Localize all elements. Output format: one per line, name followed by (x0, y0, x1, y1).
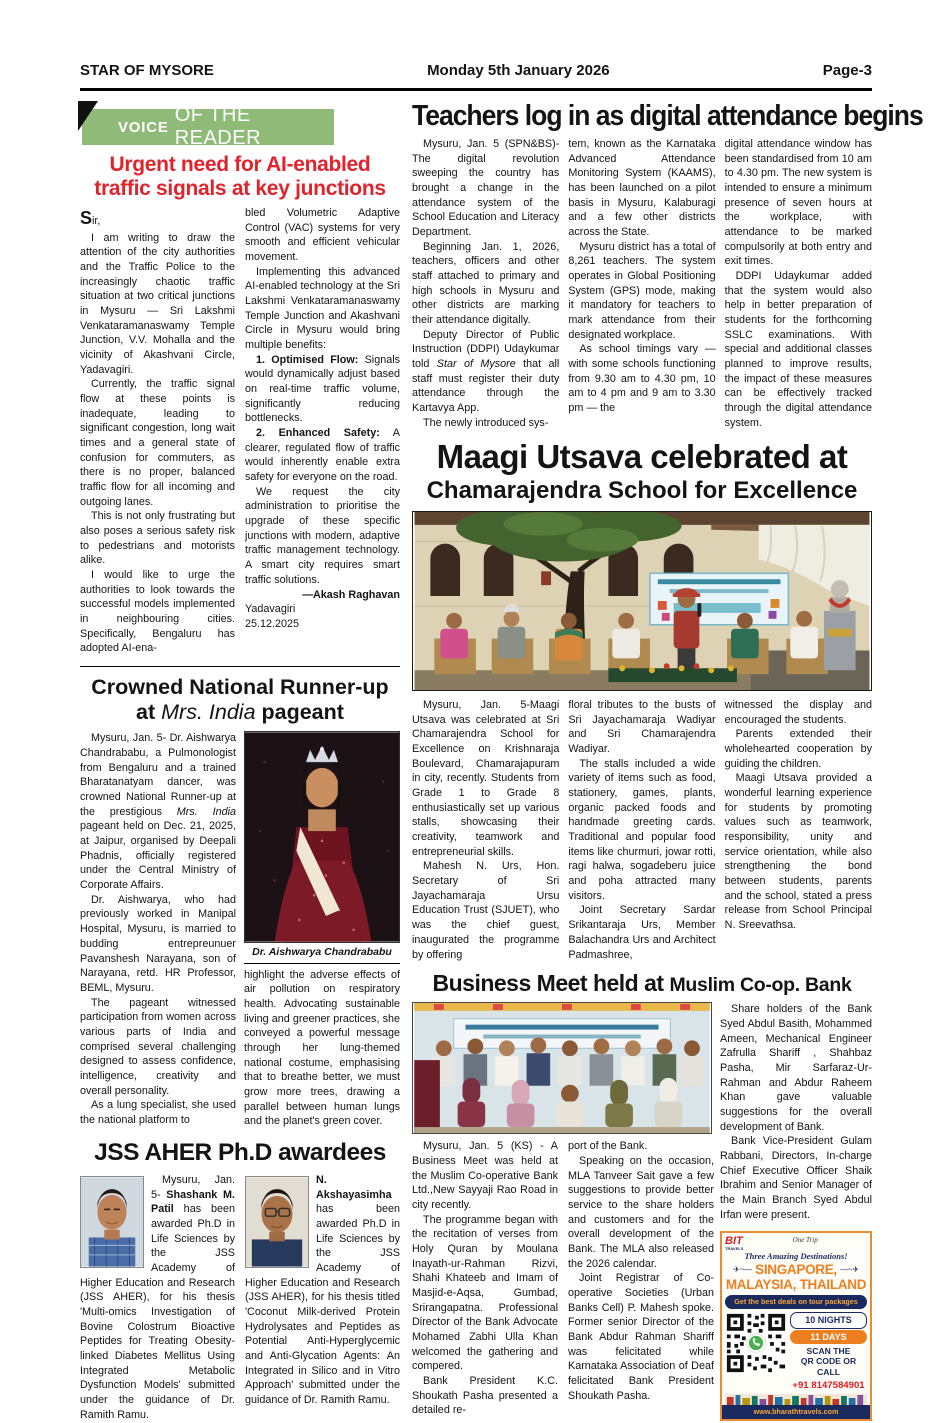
letter-col-2 (245, 206, 400, 656)
jss-awardee-photo-1 (80, 1176, 144, 1268)
paragraph: Deputy Director of Public Instruction (DDPI) Udaykumar told Star of Mysore that all staff must register their duty attendance through the Kartavya App. (412, 328, 560, 415)
paragraph: floral tributes to the busts of Sri Jayachamaraja Wadiyar and Sri Chamarajendra Wadiyar. (568, 699, 716, 756)
paragraph: Dr. Aishwarya, who had previously worked in Manipal Hospital, Mysuru, is married to budding entrepreunuer Pavanshesh Narayana, son of Narayana, retd. HR Professor, BEML, Mysuru. (80, 893, 236, 994)
pageant-photo (244, 731, 400, 943)
business-article (412, 1002, 872, 1421)
letter-col-1 (80, 206, 235, 656)
whatsapp-icon (749, 1336, 763, 1350)
teachers-col-3 (725, 137, 872, 430)
jss-article (80, 1173, 400, 1422)
paragraph: Currently, the traffic signal flow at these points is inadequate, leading to significant congestion, long wait times and a general state of confusion for commuters, as there is no proper, balanced traffic flow for all incoming and outgoing lanes. (80, 378, 235, 508)
ad-destination-2: MALAYSIA, THAILAND (725, 1276, 867, 1292)
paragraph: Parents extended their wholehearted cooperation by guiding the children. (724, 728, 872, 770)
paragraph: Mysuru district has a total of 8,261 teachers. The system operates in Global Positioning System (GPS) mode, making it mandatory for teachers to mark attendance from their designated workplace. (568, 240, 716, 341)
banner-label-rest: OF THE READER (174, 104, 262, 149)
paragraph: Bank President K.C. Shoukath Pasha presented a detailed re- (412, 1374, 558, 1417)
pageant-col-1 (80, 731, 236, 1129)
left-column (80, 99, 400, 1423)
letter-place: Yadavagiri (245, 603, 296, 616)
teachers-headline: Teachers log in as digital attendance begins (412, 99, 923, 132)
right-column (412, 99, 923, 1423)
pageant-col-2 (244, 731, 400, 1129)
paragraph: Mysuru, Jan. 5 (SPN&BS)- The digital revolution sweeping the country has brought a change in the attendance system of the School Education and Literacy Department. (412, 138, 560, 239)
jss-awardee-photo-2 (245, 1176, 309, 1268)
letter-headline: Urgent need for AI-enabled traffic signals at key junctions (94, 153, 386, 200)
paragraph: The newly introduced sys- (423, 416, 549, 429)
teachers-article (412, 137, 872, 430)
masthead (80, 62, 872, 91)
paragraph: Joint Registrar of Co-operative Societies (Urban Banks Cell) P. Mahesh spoke. Former senior Director of the Bank Abdur Rahman Shariff was felicitated while Karnataka Association of Deaf felicitated Bank President Shoukath Pasha. (568, 1272, 714, 1402)
paragraph: DDPI Udaykumar added that the system would also help in better preparation of students for the forthcoming SSLC examinations. With special and additional classes planned to improve results, the impact of these measures can be effectively tracked through the digital attendance system. (724, 270, 872, 429)
pageant-headline: Crowned National Runner-up at Mrs. India pageant (91, 674, 389, 724)
voice-of-reader-banner (82, 104, 334, 149)
maagi-col-3 (725, 698, 872, 962)
business-left (412, 1002, 712, 1421)
paragraph: The programme began with the recitation of verses from Holy Quran by Moulana Inayath-ur-Rahman Rizvi, Shahi Khateeb and Imam of Masjid-e-Aqsa, Gumbad, Srirangapatna. Professional Director of the Bank Advocate Mohamed Zabhi Ulla Khan welcomed the gathering and compered. (412, 1213, 558, 1373)
corner-flag-icon (78, 101, 98, 131)
teachers-col-2 (568, 137, 715, 430)
banner-label: VOICE (118, 118, 169, 136)
teachers-col-1 (412, 137, 559, 430)
ad-days-badge: 11 DAYS (790, 1330, 867, 1344)
ad-trip-label: One Trip (792, 1236, 818, 1245)
paragraph: Mysuru, Jan. 5-Maagi Utsava was celebrated at Sri Chamarajendra School for Excellence on Krishnaraja Boulevard, Chamarajapuram in city, recently. Students from Grade 1 to Grade 8 enthusiastically set up various stalls, showcasing their creativity, teamwork and entrepreneurial skills. (412, 699, 560, 858)
maagi-col-1 (412, 698, 559, 962)
advertiser-logo: BIT TRAVELS (725, 1235, 744, 1252)
city-skyline-icon (725, 1394, 867, 1405)
ad-website[interactable]: www.bharathtravels.com (722, 1405, 870, 1419)
section-divider (80, 666, 400, 667)
paragraph: tem, known as the Karnataka Advanced Attendance Monitoring System (KAAMS), has been launched on a pilot basis in Mysuru, Kalaburagi and a few other districts across the State. (568, 138, 716, 239)
paper-title: STAR OF MYSORE (80, 62, 214, 79)
travel-advertisement[interactable] (720, 1231, 872, 1421)
paragraph: As school timings vary — with some schools functioning from 9.30 am to 4.30 pm, 10 am to 4 pm and 9 am to 3.30 pm — the (568, 343, 716, 415)
business-col-2 (568, 1139, 714, 1418)
jss-col-1 (80, 1173, 235, 1422)
business-right (720, 1002, 872, 1421)
paragraph: The pageant witnessed participation from women across various parts of India and comprised several challenging designed to assess confidence, intelligence, creativity and overall personality. (80, 996, 236, 1097)
paragraph: Mysuru, Jan. 5- Dr. Aishwarya Chandrababu, a Pulmonologist from Bengaluru and a trained Bharatanatyam dancer, was crowned National Runner-up at the prestigious Mrs. India pageant held on Dec. 21, 2025, at Jaipur, organised by Deepali Phadnis, officially registered under the Central Ministry of Corporate Affairs. (80, 732, 236, 892)
paragraph: Maagi Utsava provided a wonderful learning experience for students by promoting values such as teamwork, responsibility, unity and service orientation, while also strengthening the bond between students, parents and the school, stated a press release from School Principal N. Sreevathsa. (724, 772, 872, 932)
paragraph: witnessed the display and encouraged the students. (724, 699, 872, 726)
paragraph: digital attendance window has been standardised from 10 am to 4.30 pm. The new system is intended to ensure a minimum presence of seven hours at the workplace, with attendance to be marked compulsorily at both entry and exit times. (724, 138, 872, 268)
paragraph: Beginning Jan. 1, 2026, teachers, officers and other staff attached to primary and high schools in Mysuru and other districts are marking their attendance digitally. (412, 240, 560, 327)
ad-nights-badge: 10 NIGHTS (790, 1312, 867, 1328)
ad-tagline: Three Amazing Destinations! (744, 1251, 848, 1262)
paragraph: Mysuru, Jan. 5- Shashank M. Patil has been awarded Ph.D in Life Sciences by the JSS Academy of Higher Education and Research (JSS AHER), for his thesis 'Multi-omics Investigation of Bovine Colostrum Bioactive Peptides for Treating Obesity-linked Diabetes Mellitus Using Integrated Metabolic Dysfunction Models' submitted under the guidance of Dr. Ramith Ramu. (80, 1174, 235, 1421)
paragraph: bled Volumetric Adaptive Control (VAC) systems for very smooth and efficient vehicular movement. (245, 207, 400, 264)
paragraph: 1. Optimised Flow: Signals would dynamically adjust based on real-time traffic volume, significantly reducing bottlenecks. (245, 353, 400, 425)
pageant-article (80, 731, 400, 1129)
maagi-utsava-photo (412, 511, 872, 691)
paragraph: We request the city administration to prioritise the upgrade of these specific junctions with modern, adaptive traffic management technology. A smart city requires smart traffic solutions. (245, 485, 400, 586)
maagi-headline-2: Chamarajendra School for Excellence (426, 477, 858, 505)
jss-col-2 (245, 1173, 400, 1422)
paragraph: I am writing to draw the attention of the city authorities and the Traffic Police to the increasingly chaotic traffic situation at two critical junctions in Mysuru — Sri Lakshmi Venkataramanaswamy Temple Junction, V.V. Mohalla and the vicinity of Akashvani Circle, Yadavagiri. (80, 231, 235, 376)
paragraph: The stalls included a wide variety of items such as food, stationery, games, plants, organic packed foods and handmade greeting cards. Traditional and popular food items like churmuri, jowar rotti, ragi halwa, sogadeberu juice and poha attracted many visitors. (568, 757, 716, 902)
issue-date: Monday 5th January 2026 (427, 62, 610, 79)
paragraph: Mysuru, Jan. 5 (KS) - A Business Meet was held at the Muslim Co-operative Bank Ltd.,New Sayyaji Rao Road in city recently. (412, 1140, 558, 1211)
paragraph: N. Akshayasimha has been awarded Ph.D in Life Sciences by the JSS Academy of Higher Education and Research (JSS AHER), for his thesis titled 'Coconut Milk-derived Protein Hydrolysates and Peptides as Potential Anti-Hyperglycemic and Anti-Glycation Agents: An Integrated in Silico and in Vitro Approach' submitted under the guidance of Dr. Ramith Ramu. (245, 1174, 400, 1407)
ad-destination-1: ✈~— SINGAPORE, —~✈ (733, 1261, 859, 1277)
paragraph: Speaking on the occasion, MLA Tanveer Sait gave a few suggestions to provide better service to the share holders and customers and for the overall development of the Bank. The MLA also released the 2026 calendar. (568, 1154, 714, 1270)
page-number: Page-3 (822, 62, 872, 79)
paragraph: Implementing this advanced AI-enabled technology at the Sri Lakshmi Venkataramanaswamy Temple Junction and Akashvani Circle in Mysuru would bring multiple benefits: (245, 265, 400, 352)
maagi-col-2 (568, 698, 715, 962)
letter-signature: —Akash Raghavan (302, 588, 400, 601)
paragraph: highlight the adverse effects of air pollution on respiratory health. Advocating sustainable living and greener practices, she conveyed a powerful message through her lung-themed national costume, emphasising that to breathe better, we must grow more trees, drawing a parallel between human lungs and the planet's green cover. (244, 968, 400, 1128)
pageant-photo-caption: Dr. Aishwarya Chandrababu (244, 943, 400, 963)
salutation: Sir, (80, 208, 101, 229)
maagi-article (412, 698, 872, 962)
paragraph: As a lung specialist, she used the national platform to (80, 1099, 236, 1126)
business-col-3 (720, 1002, 872, 1222)
letter-body (80, 206, 400, 656)
maagi-headline-1: Maagi Utsava celebrated at (436, 438, 848, 476)
letter-date: 25.12.2025 (245, 617, 300, 630)
ad-phone-number[interactable]: +91 8147584901 (792, 1379, 865, 1391)
ad-deals-pill: Get the best deals on tour packages (725, 1295, 867, 1309)
jss-headline: JSS AHER Ph.D awardees (94, 1139, 386, 1167)
paragraph: This is not only frustrating but also poses a serious safety risk to pedestrians and motorists alike. (80, 510, 235, 567)
paragraph: 2. Enhanced Safety: A clearer, regulated flow of traffic would inherently enable extra safety for everyone on the road. (245, 427, 400, 484)
paragraph: I would like to urge the authorities to look towards the successful models implemented in neighbouring cities. Specifically, Bengaluru has adopted AI-ena- (80, 568, 235, 655)
business-meet-photo (412, 1002, 712, 1134)
paragraph: Joint Secretary Sardar Srikantaraja Urs, Member Balachandra Urs and Architect Padmashree, (568, 904, 716, 961)
newspaper-page (80, 62, 923, 1423)
qr-code-icon[interactable] (725, 1312, 787, 1374)
paragraph: port of the Bank. (568, 1140, 648, 1153)
paragraph: Bank Vice-President Gulam Rabbani, Directors, In-charge Chief Executive Officer Shaik Ibrahim and Senior Manager of the Main Branch Syed Abdul Irfan were present. (720, 1135, 872, 1221)
paragraph: Share holders of the Bank Syed Abdul Basith, Mohammed Ameen, Mechanical Engineer Zafrulla Shariff , Shahbaz Pasha, Mir Sarfaraz-Ur-Rahman and Abdur Raheem Khan gave valuable suggestions for the overall development of Bank. (720, 1003, 872, 1133)
business-col-1 (412, 1139, 558, 1418)
business-headline: Business Meet held at Muslim Co-op. Bank (432, 970, 852, 997)
ad-scan-label: SCAN THE QR CODE OR CALL (800, 1345, 857, 1378)
paragraph: Mahesh N. Urs, Hon. Secretary of Sri Jayachamaraja Ursu Education Trust (SJUET), who was the chief guest, inaugurated the programme by offering (412, 860, 560, 961)
